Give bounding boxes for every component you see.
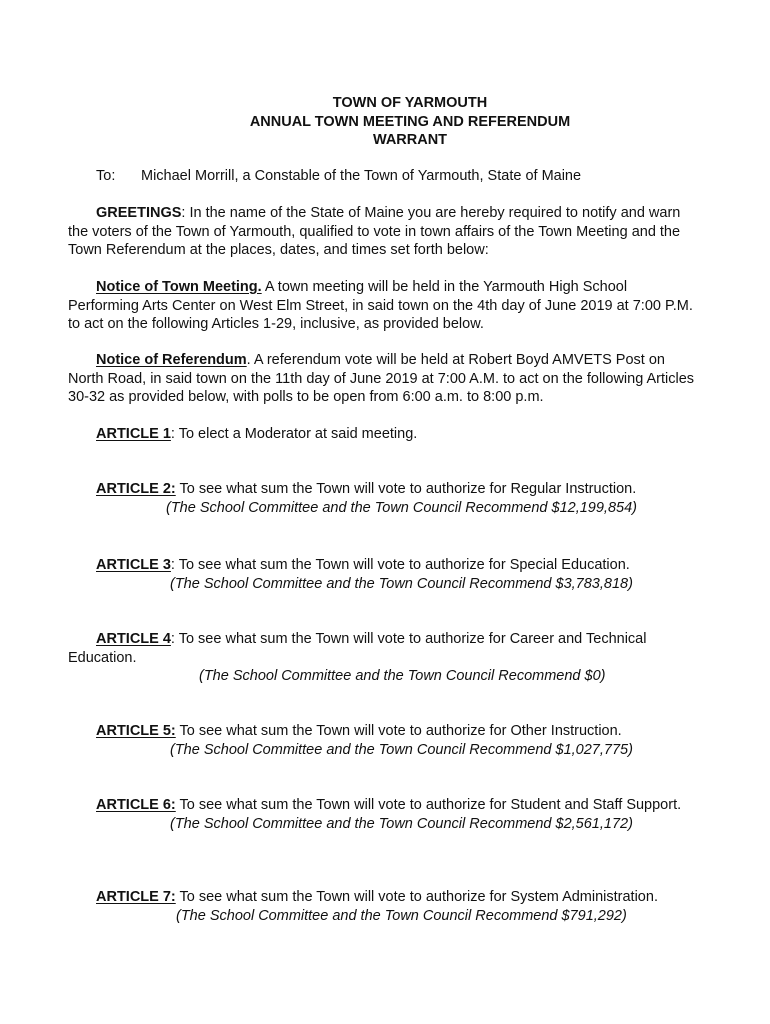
heading-meeting: ANNUAL TOWN MEETING AND REFERENDUM	[249, 113, 571, 130]
article-2-recommendation: (The School Committee and the Town Council Recommend $12,199,854)	[166, 500, 637, 516]
heading-warrant: WARRANT	[372, 132, 448, 148]
article-4-text-line-2: Education.	[68, 649, 137, 666]
referendum-notice-paragraph	[68, 351, 728, 407]
article-5	[68, 722, 728, 741]
addressee-text: Michael Morrill, a Constable of the Town of Yarmouth, State of Maine	[141, 168, 582, 184]
article-6-text: To see what sum the Town will vote to authorize for Student and Staff Support.	[175, 797, 682, 813]
article-2-text: To see what sum the Town will vote to authorize for Regular Instruction.	[175, 481, 637, 497]
article-6-label: ARTICLE 6:	[96, 797, 176, 813]
referendum-notice-line-3: 30-32 as provided below, with polls to be open from 6:00 a.m. to 8:00 p.m.	[68, 389, 544, 405]
meeting-notice-label: Notice of Town Meeting.	[96, 279, 262, 295]
article-4	[68, 630, 728, 667]
article-2-label: ARTICLE 2:	[96, 481, 176, 497]
meeting-notice-line-3: to act on the following Articles 1-29, inclusive, as provided below.	[68, 316, 484, 332]
greetings-line-2: the voters of the Town of Yarmouth, qualified to vote in town affairs of the Town Meeting and the	[68, 223, 681, 240]
referendum-notice-line-2: North Road, in said town on the 11th day of June 2019 at 7:00 A.M. to act on the following Articles	[68, 370, 695, 387]
article-4-text: : To see what sum the Town will vote to authorize for Career and Technical	[170, 631, 647, 647]
article-3-label: ARTICLE 3	[96, 557, 171, 573]
article-7-recommendation: (The School Committee and the Town Council Recommend $791,292)	[176, 908, 627, 924]
article-3-text: : To see what sum the Town will vote to authorize for Special Education.	[170, 557, 630, 573]
to-label: To:	[96, 168, 116, 184]
article-7-label: ARTICLE 7:	[96, 889, 176, 905]
document-heading	[0, 94, 770, 150]
article-7	[68, 888, 728, 907]
article-6-recommendation: (The School Committee and the Town Council Recommend $2,561,172)	[170, 816, 633, 832]
meeting-notice-paragraph	[68, 278, 728, 334]
article-1-label: ARTICLE 1	[96, 426, 171, 442]
referendum-notice-label: Notice of Referendum	[96, 352, 247, 368]
greetings-paragraph	[68, 204, 728, 260]
article-2	[68, 480, 728, 499]
article-3	[68, 556, 728, 575]
greetings-label: GREETINGS	[96, 205, 182, 221]
greetings-line-3: Town Referendum at the places, dates, and times set forth below:	[68, 242, 489, 258]
article-7-text: To see what sum the Town will vote to authorize for System Administration.	[175, 889, 658, 905]
article-3-recommendation: (The School Committee and the Town Council Recommend $3,783,818)	[170, 576, 633, 592]
article-5-text: To see what sum the Town will vote to authorize for Other Instruction.	[175, 723, 622, 739]
article-5-recommendation: (The School Committee and the Town Council Recommend $1,027,775)	[170, 742, 633, 758]
article-4-label: ARTICLE 4	[96, 631, 171, 647]
heading-town: TOWN OF YARMOUTH	[332, 95, 488, 111]
article-5-label: ARTICLE 5:	[96, 723, 176, 739]
referendum-notice-line-1: . A referendum vote will be held at Robert Boyd AMVETS Post on	[246, 352, 665, 368]
article-4-recommendation: (The School Committee and the Town Council Recommend $0)	[199, 668, 606, 684]
article-6	[68, 796, 728, 815]
meeting-notice-line-2: Performing Arts Center on West Elm Street, in said town on the 4th day of June 2019 at 7:00 P.M.	[68, 297, 693, 314]
addressee-line	[96, 167, 581, 186]
greetings-line-1: : In the name of the State of Maine you are hereby required to notify and warn	[181, 205, 681, 221]
article-1-text: : To elect a Moderator at said meeting.	[170, 426, 418, 442]
meeting-notice-line-1: A town meeting will be held in the Yarmouth High School	[261, 279, 628, 295]
article-1	[68, 425, 728, 444]
